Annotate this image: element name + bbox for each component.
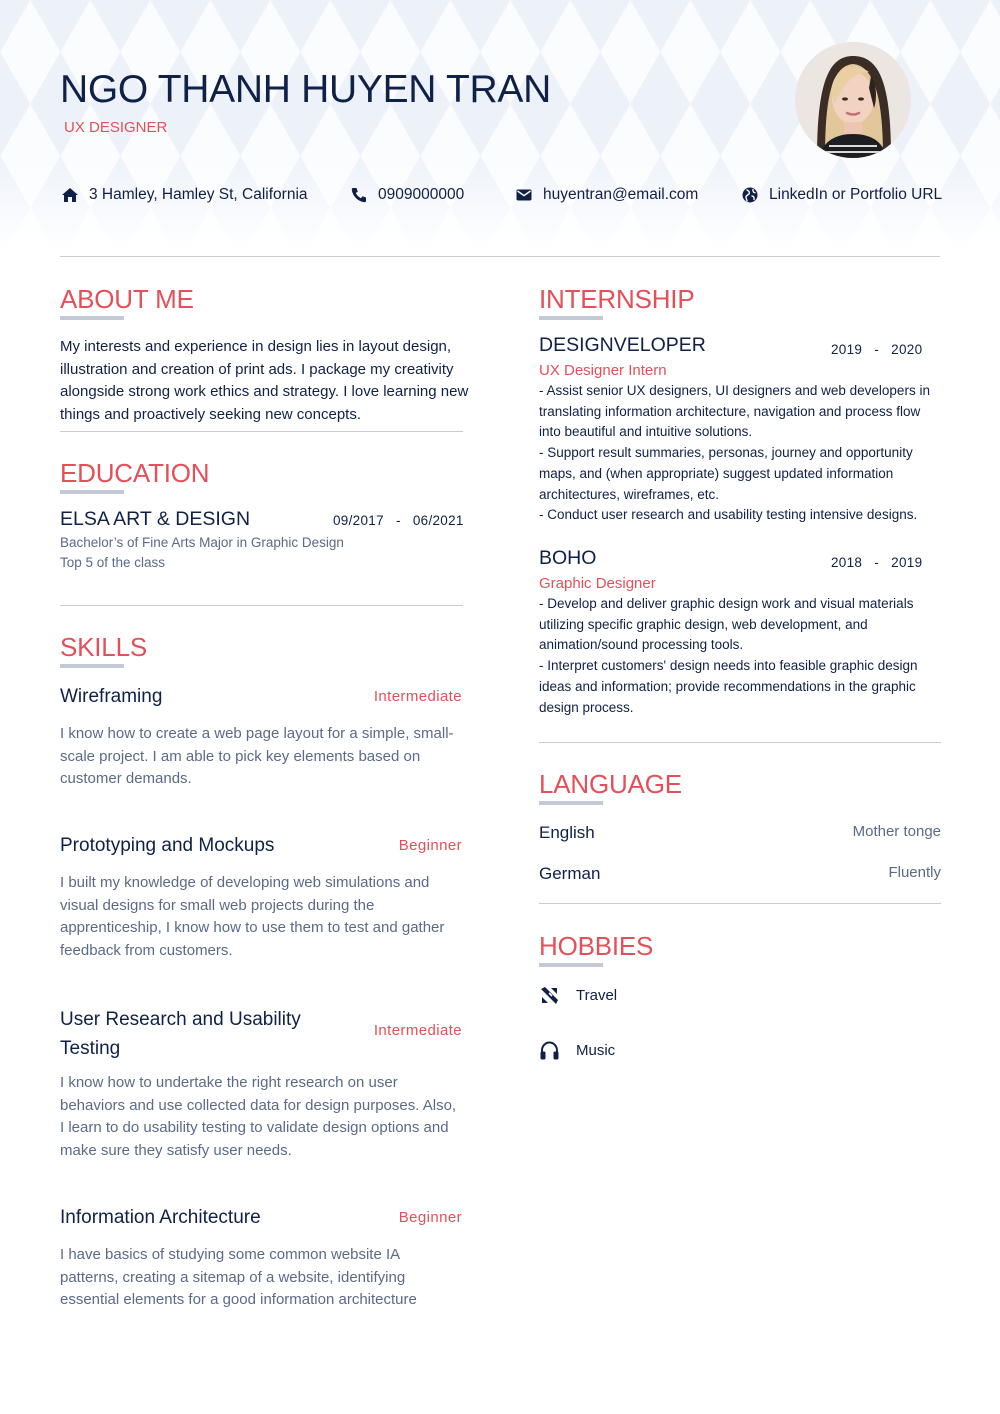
hobby-label: Music [576, 1042, 616, 1059]
header-divider [60, 256, 940, 257]
internship-dates [831, 555, 922, 570]
language-name: German [539, 864, 601, 883]
hobby-label: Travel [576, 987, 618, 1004]
internship-duties [539, 381, 939, 526]
avatar [795, 42, 911, 158]
education-title: EDUCATION [60, 458, 210, 488]
skill-level: Intermediate [373, 688, 462, 705]
candidate-name: NGO THANH HUYEN TRAN [60, 68, 551, 111]
internship-position: Graphic Designer [539, 575, 656, 592]
headphones-icon [539, 1040, 560, 1061]
about-title-underline [60, 316, 124, 320]
language-level: Fluently [888, 864, 941, 881]
internship-duties [539, 594, 939, 718]
internship-divider [539, 742, 941, 743]
school-name: ELSA ART & DESIGN [60, 508, 251, 530]
language-divider [539, 903, 941, 904]
skill-level: Beginner [398, 837, 462, 854]
skill-description: I have basics of studying some common website IA patterns, creating a sitemap of a website, identifying essential elements for a good information architecture [60, 1246, 417, 1308]
phone-text: 0909000000 [378, 186, 465, 203]
skills-title-underline [60, 664, 124, 668]
skill-name: User Research and Usability Testing [60, 1009, 301, 1059]
hobbies-title: HOBBIES [539, 931, 654, 961]
education-title-underline [60, 490, 124, 494]
hobby-item [539, 1040, 615, 1061]
internship-start: 2018 [831, 555, 863, 570]
contact-address [61, 186, 308, 204]
language-name: English [539, 823, 595, 842]
about-title: ABOUT ME [60, 284, 194, 314]
skill-level: Beginner [398, 1209, 462, 1226]
skill-description: I know how to undertake the right research on user behaviors and use collected data for design purposes. Also, I learn to do usability testing to validate design options and make sure they satisfy user needs. [60, 1074, 457, 1159]
education-date-sep: - [395, 513, 401, 528]
globe-icon [741, 186, 759, 204]
internship-date-sep: - [874, 555, 880, 570]
hobbies-title-underline [539, 963, 603, 967]
hobby-item [539, 985, 617, 1006]
duty-bullet: - Develop and deliver graphic design work and visual materials utilizing specific graphic design, web development, and animation/sound processing tools. [539, 596, 914, 653]
internship-title: INTERNSHIP [539, 284, 695, 314]
portfolio-link[interactable]: LinkedIn or Portfolio URL [769, 186, 943, 203]
contact-email [515, 186, 698, 204]
skill-description: I know how to create a web page layout for a simple, small-scale project. I am able to pick key elements based on customer demands. [60, 725, 454, 787]
skill-name: Information Architecture [60, 1207, 261, 1228]
duty-bullet: - Interpret customers' design needs into feasible graphic design ideas and information; provide recommendations in the graphic design process. [539, 658, 918, 715]
address-text: 3 Hamley, Hamley St, California [89, 186, 308, 203]
internship-dates [831, 342, 922, 357]
company-name: BOHO [539, 547, 597, 569]
skills-title: SKILLS [60, 632, 147, 662]
education-start: 09/2017 [333, 513, 384, 528]
skill-name: Wireframing [60, 686, 163, 707]
language-level: Mother tonge [852, 823, 941, 840]
internship-end: 2019 [891, 555, 923, 570]
phone-icon [350, 186, 368, 204]
internship-title-underline [539, 316, 603, 320]
candidate-role: UX DESIGNER [64, 119, 168, 136]
internship-position: UX Designer Intern [539, 362, 667, 379]
education-note: Top 5 of the class [60, 555, 166, 570]
skill-level: Intermediate [373, 1022, 462, 1039]
skill-description: I built my knowledge of developing web simulations and visual designs for small web projects during the apprenticeship, I know how to use them to test and gather feedback from customers. [60, 874, 445, 959]
internship-end: 2020 [891, 342, 923, 357]
email-link[interactable]: huyentran@email.com [543, 186, 699, 203]
language-title-underline [539, 801, 603, 805]
home-icon [61, 186, 79, 204]
education-divider [60, 605, 463, 606]
duty-bullet: - Support result summaries, personas, journey and opportunity maps, and (when appropriate) suggest updated information architectures, wireframes, etc. [539, 445, 913, 502]
education-end: 06/2021 [412, 513, 464, 528]
about-divider [60, 431, 463, 432]
company-name: DESIGNVELOPER [539, 334, 706, 356]
internship-start: 2019 [831, 342, 863, 357]
education-degree: Bachelor’s of Fine Arts Major in Graphic Design [60, 535, 344, 550]
about-text: My interests and experience in design lies in layout design, illustration and creation of print ads. I package my creativity alongside strong work ethics and strategy. I love learning new things and proactively seeking new concepts. [60, 338, 469, 423]
language-title: LANGUAGE [539, 769, 682, 799]
internship-date-sep: - [874, 342, 880, 357]
contact-web [741, 186, 942, 204]
duty-bullet: - Conduct user research and usability testing intensive designs. [539, 507, 918, 523]
contact-phone [350, 186, 464, 204]
travel-icon [539, 985, 560, 1006]
duty-bullet: - Assist senior UX designers, UI designers and web developers in translating information architecture, navigation and process flow into beautiful and intuitive solutions. [539, 383, 930, 440]
education-dates [333, 513, 464, 528]
skill-name: Prototyping and Mockups [60, 835, 275, 856]
mail-icon [515, 186, 533, 204]
